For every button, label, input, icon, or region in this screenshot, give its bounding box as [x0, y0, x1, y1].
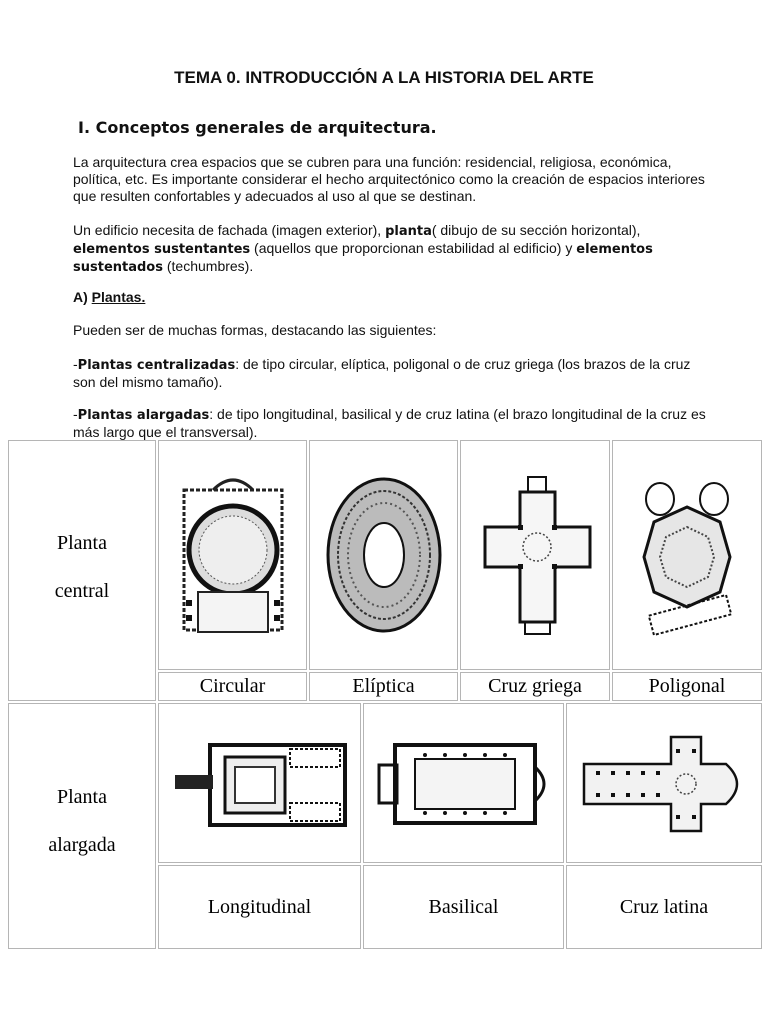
text-run: Un edificio necesita de fachada (imagen exterior),: [73, 222, 386, 238]
text-run: : de tipo longitudinal, basilical y de cruz latina (el brazo longitudinal de la cruz es más largo que el transversal).: [73, 406, 706, 440]
caption-circular: Circular: [158, 672, 307, 701]
floor-plan-figure: [0, 437, 768, 952]
paragraph-elements: [73, 222, 713, 276]
row-label-line: central: [54, 580, 110, 602]
text-run: ( dibujo de su sección horizontal),: [431, 222, 641, 238]
paragraph-centralized: [73, 356, 713, 391]
bold-term: planta: [385, 224, 432, 239]
bold-term: Plantas alargadas: [77, 408, 210, 423]
subheading-prefix: A): [73, 289, 92, 305]
bold-term: elementos sustentados: [73, 242, 653, 275]
caption-poligonal: Poligonal: [612, 672, 762, 701]
caption-cruz-latina: Cruz latina: [566, 865, 762, 949]
row-label-line: Planta: [57, 786, 107, 808]
greek-cross-plan-drawing: [480, 472, 595, 637]
caption-basilical: Basilical: [363, 865, 564, 949]
row2-label: [8, 773, 156, 869]
caption-eliptica: Elíptica: [309, 672, 458, 701]
text-run: (techumbres).: [162, 258, 254, 274]
subheading-plantas: [73, 289, 145, 305]
bold-term: elementos sustentantes: [73, 242, 251, 257]
paragraph-intro: La arquitectura crea espacios que se cubren para una función: residencial, religiosa, económica, política, etc. Es importante considerar el hecho arquitectónico como la creación de espacios interiores que resulten confortables y adecuados al uso al que se destinan.: [73, 154, 705, 204]
elliptical-plan-drawing: [324, 475, 444, 635]
paragraph-elongated: [73, 406, 713, 441]
text-run: (aquellos que proporcionan estabilidad al edificio) y: [250, 240, 577, 256]
row-label-line: Planta: [57, 532, 107, 554]
caption-cruz-griega: Cruz griega: [460, 672, 610, 701]
text-run: -: [73, 406, 78, 422]
bold-term: Plantas centralizadas: [77, 358, 236, 373]
basilical-plan-drawing: [375, 737, 555, 832]
subheading-text: Plantas.: [91, 289, 146, 305]
paragraph-forms: Pueden ser de muchas formas, destacando las siguientes:: [73, 322, 437, 338]
longitudinal-plan-drawing: [170, 735, 350, 835]
row-label-line: alargada: [48, 834, 116, 856]
circular-plan-drawing: [178, 470, 288, 640]
polygonal-plan-drawing: [630, 477, 745, 637]
caption-longitudinal: Longitudinal: [158, 865, 361, 949]
page-title: TEMA 0. INTRODUCCIÓN A LA HISTORIA DEL ARTE: [174, 68, 594, 87]
text-run: -: [73, 356, 78, 372]
row1-label: [8, 519, 156, 615]
section-heading: I. Conceptos generales de arquitectura.: [78, 118, 437, 137]
latin-cross-plan-drawing: [576, 729, 754, 839]
text-run: : de tipo circular, elíptica, poligonal o de cruz griega (los brazos de la cruz son del mismo tamaño).: [73, 356, 691, 390]
